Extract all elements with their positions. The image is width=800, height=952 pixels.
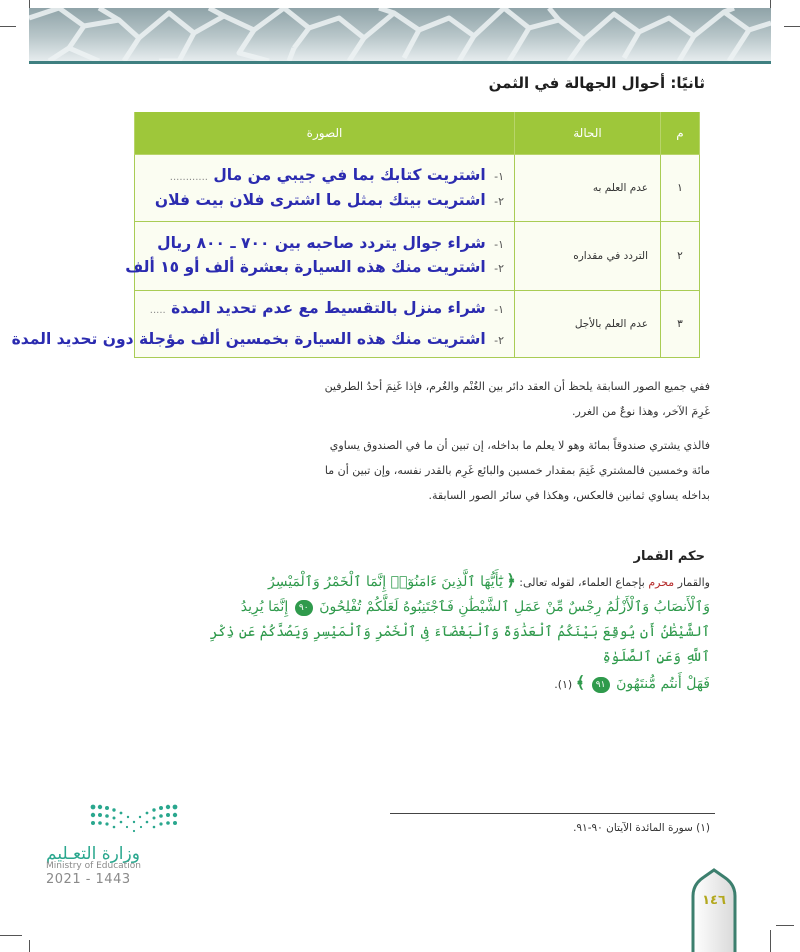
table-row [135,222,700,291]
crop-mark [0,935,22,936]
row-description [11,291,515,358]
footnote-reference: (١). [554,678,573,691]
ministry-name-english: Ministry of Education [46,861,141,871]
verse-text: ٱلشَّيْطَٰنُ أَن يُوقِعَ بَيْنَكُمُ ٱلْعَدَٰوَةَ وَٱلْبَغْضَآءَ فِى ٱلْخَمْرِ وَٱلْمَيْسِرِ وَيَصُدَّكُمْ عَن ذِكْرِ ٱللَّهِ وَعَنِ ٱلصَّلَوٰةِ [209,624,710,665]
verse-text: يَٰٓأَيُّهَا ٱلَّذِينَ ءَامَنُوٓا۟ إِنَّمَا ٱلْخَمْرُ وَٱلْمَيْسِرُ [268,574,503,590]
geometric-pattern-icon [29,8,771,61]
line-number: ٢- [494,194,504,208]
footnote-divider [390,813,715,814]
table-header-row [135,112,700,155]
crop-mark [784,26,800,27]
dotted-fill: ............ [169,171,208,183]
description-line [136,189,504,213]
paragraph-box-example [325,433,710,508]
quran-citation-block [190,568,710,697]
citation-line [190,568,710,595]
verse-text: إِنَّمَا يُرِيدُ [240,599,289,615]
line-number: ١- [494,169,504,183]
verse-number-marker: ٩٠ [295,600,313,616]
edition-year: 2021 - 1443 [46,872,131,887]
line-number: ١- [494,238,504,251]
description-line [136,164,504,189]
paragraph-line: ففي جميع الصور السابقة يلحظ أن العقد دائر بين الغُنْم والغُرم، فإذا غَنِمَ أحدُ الطرفين [324,380,710,393]
dotted-fill: ..... [149,304,166,316]
verse-text: وَٱلْأَنصَابُ وَٱلْأَزْلَٰمُ رِجْسٌ مِّنْ عَمَلِ ٱلشَّيْطَٰنِ فَٱجْتَنِبُوهُ لَعَلَّكُمْ تُفْلِحُونَ [319,599,710,615]
forbidden-word: محرم [648,576,675,589]
crop-mark [29,0,30,8]
table-row [135,291,700,358]
header-num: م [661,112,700,155]
line-text: اشتريت كتابك بما في جيبي من مال [213,165,486,184]
crop-mark [770,930,771,952]
row-case: التردد في مقداره [515,222,661,291]
paragraph-line: مائة وخمسين فالمشتري غَنِمَ بمقدار خمسين والبائع غَرِم بالقدر نفسه، وإن تبين أن ما [324,464,710,477]
table-row [135,155,700,222]
description-line [96,256,504,280]
row-case: عدم العلم بالأجل [515,291,661,358]
crop-mark [776,925,794,926]
header-case: الحالة [515,112,661,155]
line-text: شراء جوال يتردد صاحبه بين ٧٠٠ ـ ٨٠٠ ريال [157,234,486,252]
paragraph-line: فالذي يشتري صندوقاً بمائة وهو لا يعلم ما بداخله، إن تبين أن ما في الصندوق يساوي [329,439,710,452]
row-number: ١ [661,155,700,222]
gharar-cases-table [11,112,700,358]
paragraph-line: غَرِمَ الآخر، وهذا نوعٌ من الغرر. [572,405,710,418]
header-banner [29,8,771,61]
line-number: ١- [494,302,504,316]
row-case: عدم العلم به [515,155,661,222]
quran-close-bracket: ﴾ [575,673,586,692]
crop-mark [29,940,30,952]
header-description: الصورة [135,112,515,155]
ministry-logo-icon [88,803,180,835]
verse-text: فَهَلْ أَنتُم مُّنتَهُونَ [616,676,710,692]
citation-line [190,595,710,620]
line-text: اشتريت منك هذه السيارة بخمسين ألف مؤجلة دون تحديد المدة [11,329,486,348]
paragraph-gain-loss [325,374,710,424]
line-text: اشتريت منك هذه السيارة بعشرة ألف أو ١٥ ألف [125,258,486,276]
row-description [135,155,515,222]
intro-text: بإجماع العلماء، لقوله تعالى: [515,576,649,589]
line-number: ٢- [494,262,504,275]
paragraph-line: بداخله يساوي ثمانين فالعكس، وهكذا في سائر الصور السابقة. [428,489,710,502]
quran-open-bracket: ﴿ [506,571,516,590]
header-rule [29,61,771,64]
ministry-name-arabic: وزارة التعـليم [46,844,140,864]
row-description [125,222,515,291]
citation-line [190,620,710,670]
verse-number-marker: ٩١ [592,677,610,693]
line-number: ٢- [494,333,504,347]
description-line [96,232,504,256]
citation-line [190,670,710,697]
description-line [136,297,504,322]
description-line [6,328,504,352]
footnote: (١) سورة المائدة الآيتان ٩٠-٩١. [573,822,710,834]
crop-mark [0,26,16,27]
intro-text: والقمار [674,576,710,589]
section-title: ثانيًا: أحوال الجهالة في الثمن [488,74,705,92]
line-text: اشتريت بيتك بمثل ما اشترى فلان بيت فلان [154,190,486,209]
row-number: ٣ [661,291,700,358]
page-tab-icon [690,868,738,952]
row-number: ٢ [661,222,700,291]
gambling-ruling-title: حكم القمار [633,549,705,564]
page-number: ١٤٦ [702,893,726,908]
line-text: شراء منزل بالتقسيط مع عدم تحديد المدة [171,298,486,317]
